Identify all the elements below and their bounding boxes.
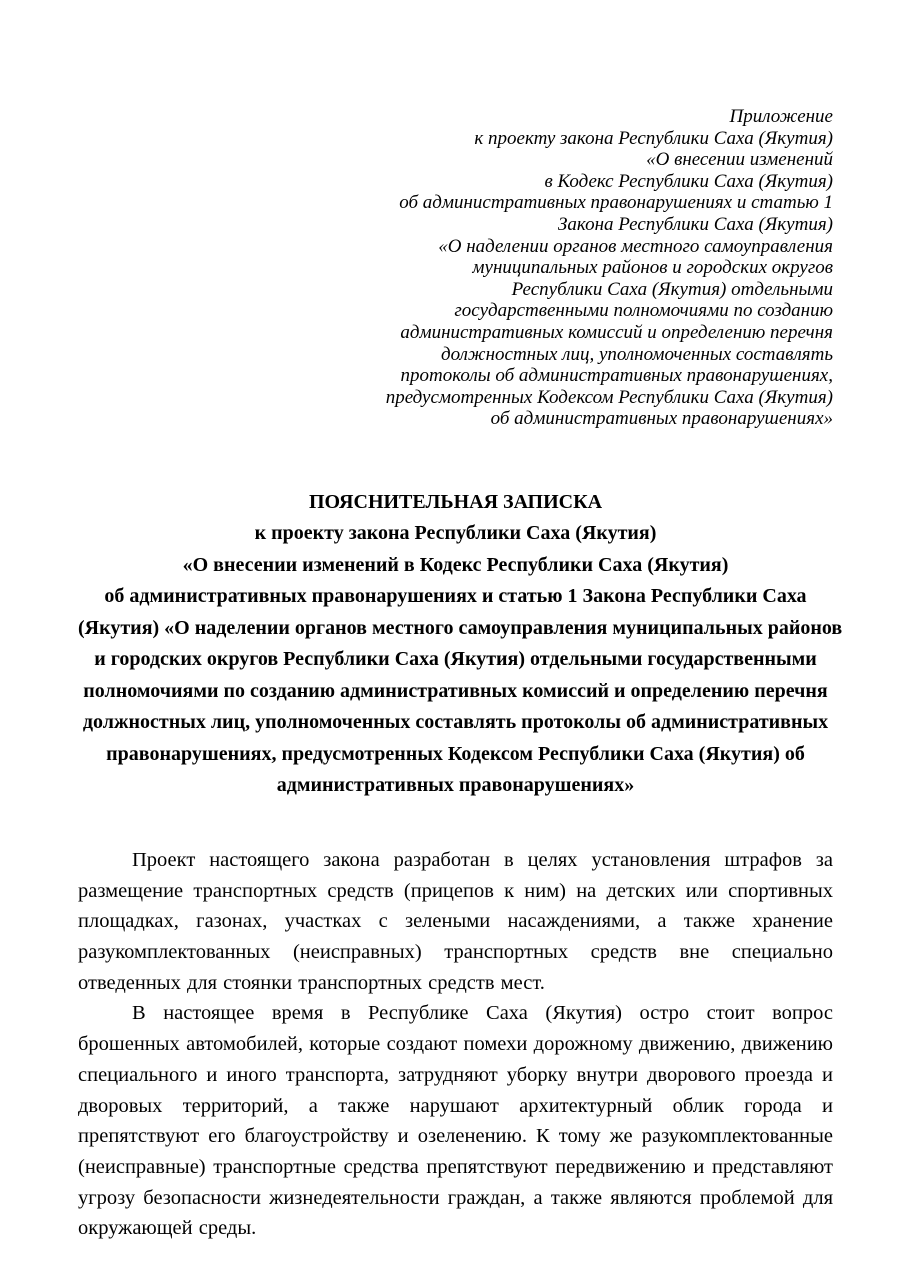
- annex-line: административных комиссий и определению перечня: [400, 321, 833, 343]
- annex-line: об административных правонарушениях»: [490, 408, 833, 430]
- annex-reference-block: [78, 106, 833, 430]
- title-line: об административных правонарушениях и статью 1 Закона Республики Саха: [104, 585, 807, 608]
- annex-line: «О внесении изменений: [646, 149, 833, 171]
- annex-line: муниципальных районов и городских округов: [472, 257, 833, 279]
- annex-line: Закона Республики Саха (Якутия): [558, 213, 833, 235]
- body-paragraph: Проект настоящего закона разработан в целях установления штрафов за размещение транспортных средств (прицепов к ним) на детских или спортивных площадках, газонах, участках с зелеными насаждениями, а также хранение разукомплектованных (неисправных) транспортных средств вне специально отведенных для стоянки транспортных средств мест.: [78, 848, 833, 994]
- title-line: и городских округов Республики Саха (Якутия) отдельными государственными: [94, 648, 817, 671]
- title-line: должностных лиц, уполномоченных составлять протоколы об административных: [82, 711, 829, 734]
- title-line: правонарушениях, предусмотренных Кодексом Республики Саха (Якутия) об: [106, 742, 805, 765]
- document-body: [78, 845, 833, 1244]
- annex-line: Республики Саха (Якутия) отдельными: [511, 278, 833, 300]
- annex-line: в Кодекс Республики Саха (Якутия): [544, 170, 833, 192]
- title-line: (Якутия) «О наделении органов местного самоуправления муниципальных районов: [78, 616, 843, 639]
- body-paragraph: В настоящее время в Республике Саха (Якутия) остро стоит вопрос брошенных автомобилей, которые создают помехи дорожному движению, движению специального и иного транспорта, затрудняют уборку внутри дворового проезда и дворовых территорий, а также нарушают архитектурный облик города и препятствуют его благоустройству и озеленению. К тому же разукомплектованные (неисправные) транспортные средства препятствуют передвижению и представляют угрозу безопасности жизнедеятельности граждан, а также являются проблемой для окружающей среды.: [78, 1002, 833, 1240]
- annex-line: об административных правонарушениях и статью 1: [399, 192, 833, 214]
- annex-line: государственными полномочиями по созданию: [454, 300, 833, 322]
- title-line: административных правонарушениях»: [276, 774, 635, 797]
- title-line: полномочиями по созданию административных комиссий и определению перечня: [83, 679, 828, 702]
- annex-line: к проекту закона Республики Саха (Якутия): [474, 127, 833, 149]
- annex-line: предусмотренных Кодексом Республики Саха (Якутия): [385, 386, 833, 408]
- title-line: к проекту закона Республики Саха (Якутия): [254, 522, 657, 545]
- title-line: «О внесении изменений в Кодекс Республики Саха (Якутия): [182, 553, 729, 576]
- title-line: ПОЯСНИТЕЛЬНАЯ ЗАПИСКА: [308, 490, 603, 513]
- annex-line: протоколы об административных правонарушениях,: [400, 365, 833, 387]
- annex-line: «О наделении органов местного самоуправления: [438, 235, 833, 257]
- annex-line: Приложение: [729, 106, 833, 127]
- annex-line: должностных лиц, уполномоченных составлять: [441, 343, 833, 365]
- explanatory-note-title: [78, 487, 843, 802]
